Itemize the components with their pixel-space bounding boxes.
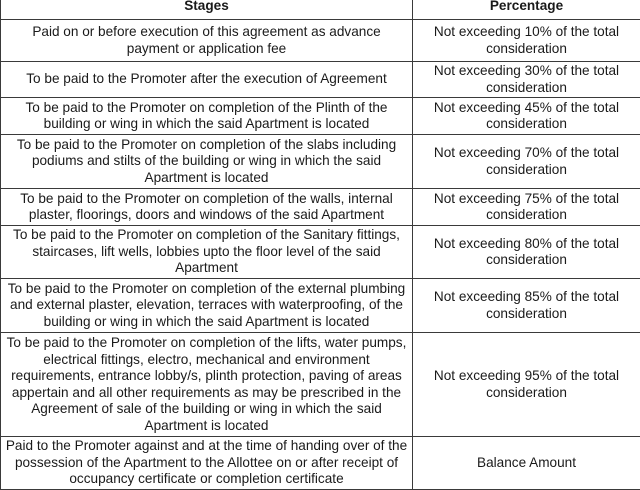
stage-cell: To be paid to the Promoter on completion of the slabs including podiums and stilts of the building or wing in which the said Apartment is located [1,135,413,189]
table-row [1,437,640,490]
table-row [1,333,640,437]
stage-cell: To be paid to the Promoter on completion of the Plinth of the building or wing in which the said Apartment is located [1,98,413,135]
table-row [1,20,640,62]
stage-cell: To be paid to the Promoter on completion of the walls, internal plaster, floorings, doors and windows of the said Apartment [1,189,413,226]
percentage-cell: Not exceeding 95% of the total consideration [413,333,640,437]
table-row [1,98,640,135]
table-row [1,189,640,226]
stage-cell: To be paid to the Promoter on completion of the lifts, water pumps, electrical fittings, electro, mechanical and environment requirements, entrance lobby/s, plinth protection, paving of areas appertain and all other requirements as may be prescribed in the Agreement of sale of the building or wing in which the said Apartment is located [1,333,413,437]
percentage-cell: Not exceeding 45% of the total consideration [413,98,640,135]
stage-cell: Paid to the Promoter against and at the time of handing over of the possession of the Apartment to the Allottee on or after receipt of occupancy certificate or completion certificate [1,437,413,490]
percentage-cell: Not exceeding 75% of the total consideration [413,189,640,226]
table-header-row [1,0,640,20]
header-stages: Stages [1,0,413,20]
stage-cell: To be paid to the Promoter on completion of the Sanitary fittings, staircases, lift wells, lobbies upto the floor level of the said Apartment [1,226,413,279]
percentage-cell: Not exceeding 30% of the total consideration [413,62,640,98]
percentage-cell: Not exceeding 80% of the total consideration [413,226,640,279]
table-row [1,135,640,189]
stage-cell: Paid on or before execution of this agreement as advance payment or application fee [1,20,413,62]
table-row [1,226,640,279]
header-percentage: Percentage [413,0,640,20]
table-row [1,279,640,333]
percentage-cell: Not exceeding 85% of the total consideration [413,279,640,333]
percentage-cell: Not exceeding 10% of the total consideration [413,20,640,62]
stage-cell: To be paid to the Promoter on completion of the external plumbing and external plaster, elevation, terraces with waterproofing, of the building or wing in which the said Apartment is located [1,279,413,333]
table-row [1,62,640,98]
stage-cell: To be paid to the Promoter after the execution of Agreement [1,62,413,98]
percentage-cell: Not exceeding 70% of the total consideration [413,135,640,189]
percentage-cell: Balance Amount [413,437,640,490]
